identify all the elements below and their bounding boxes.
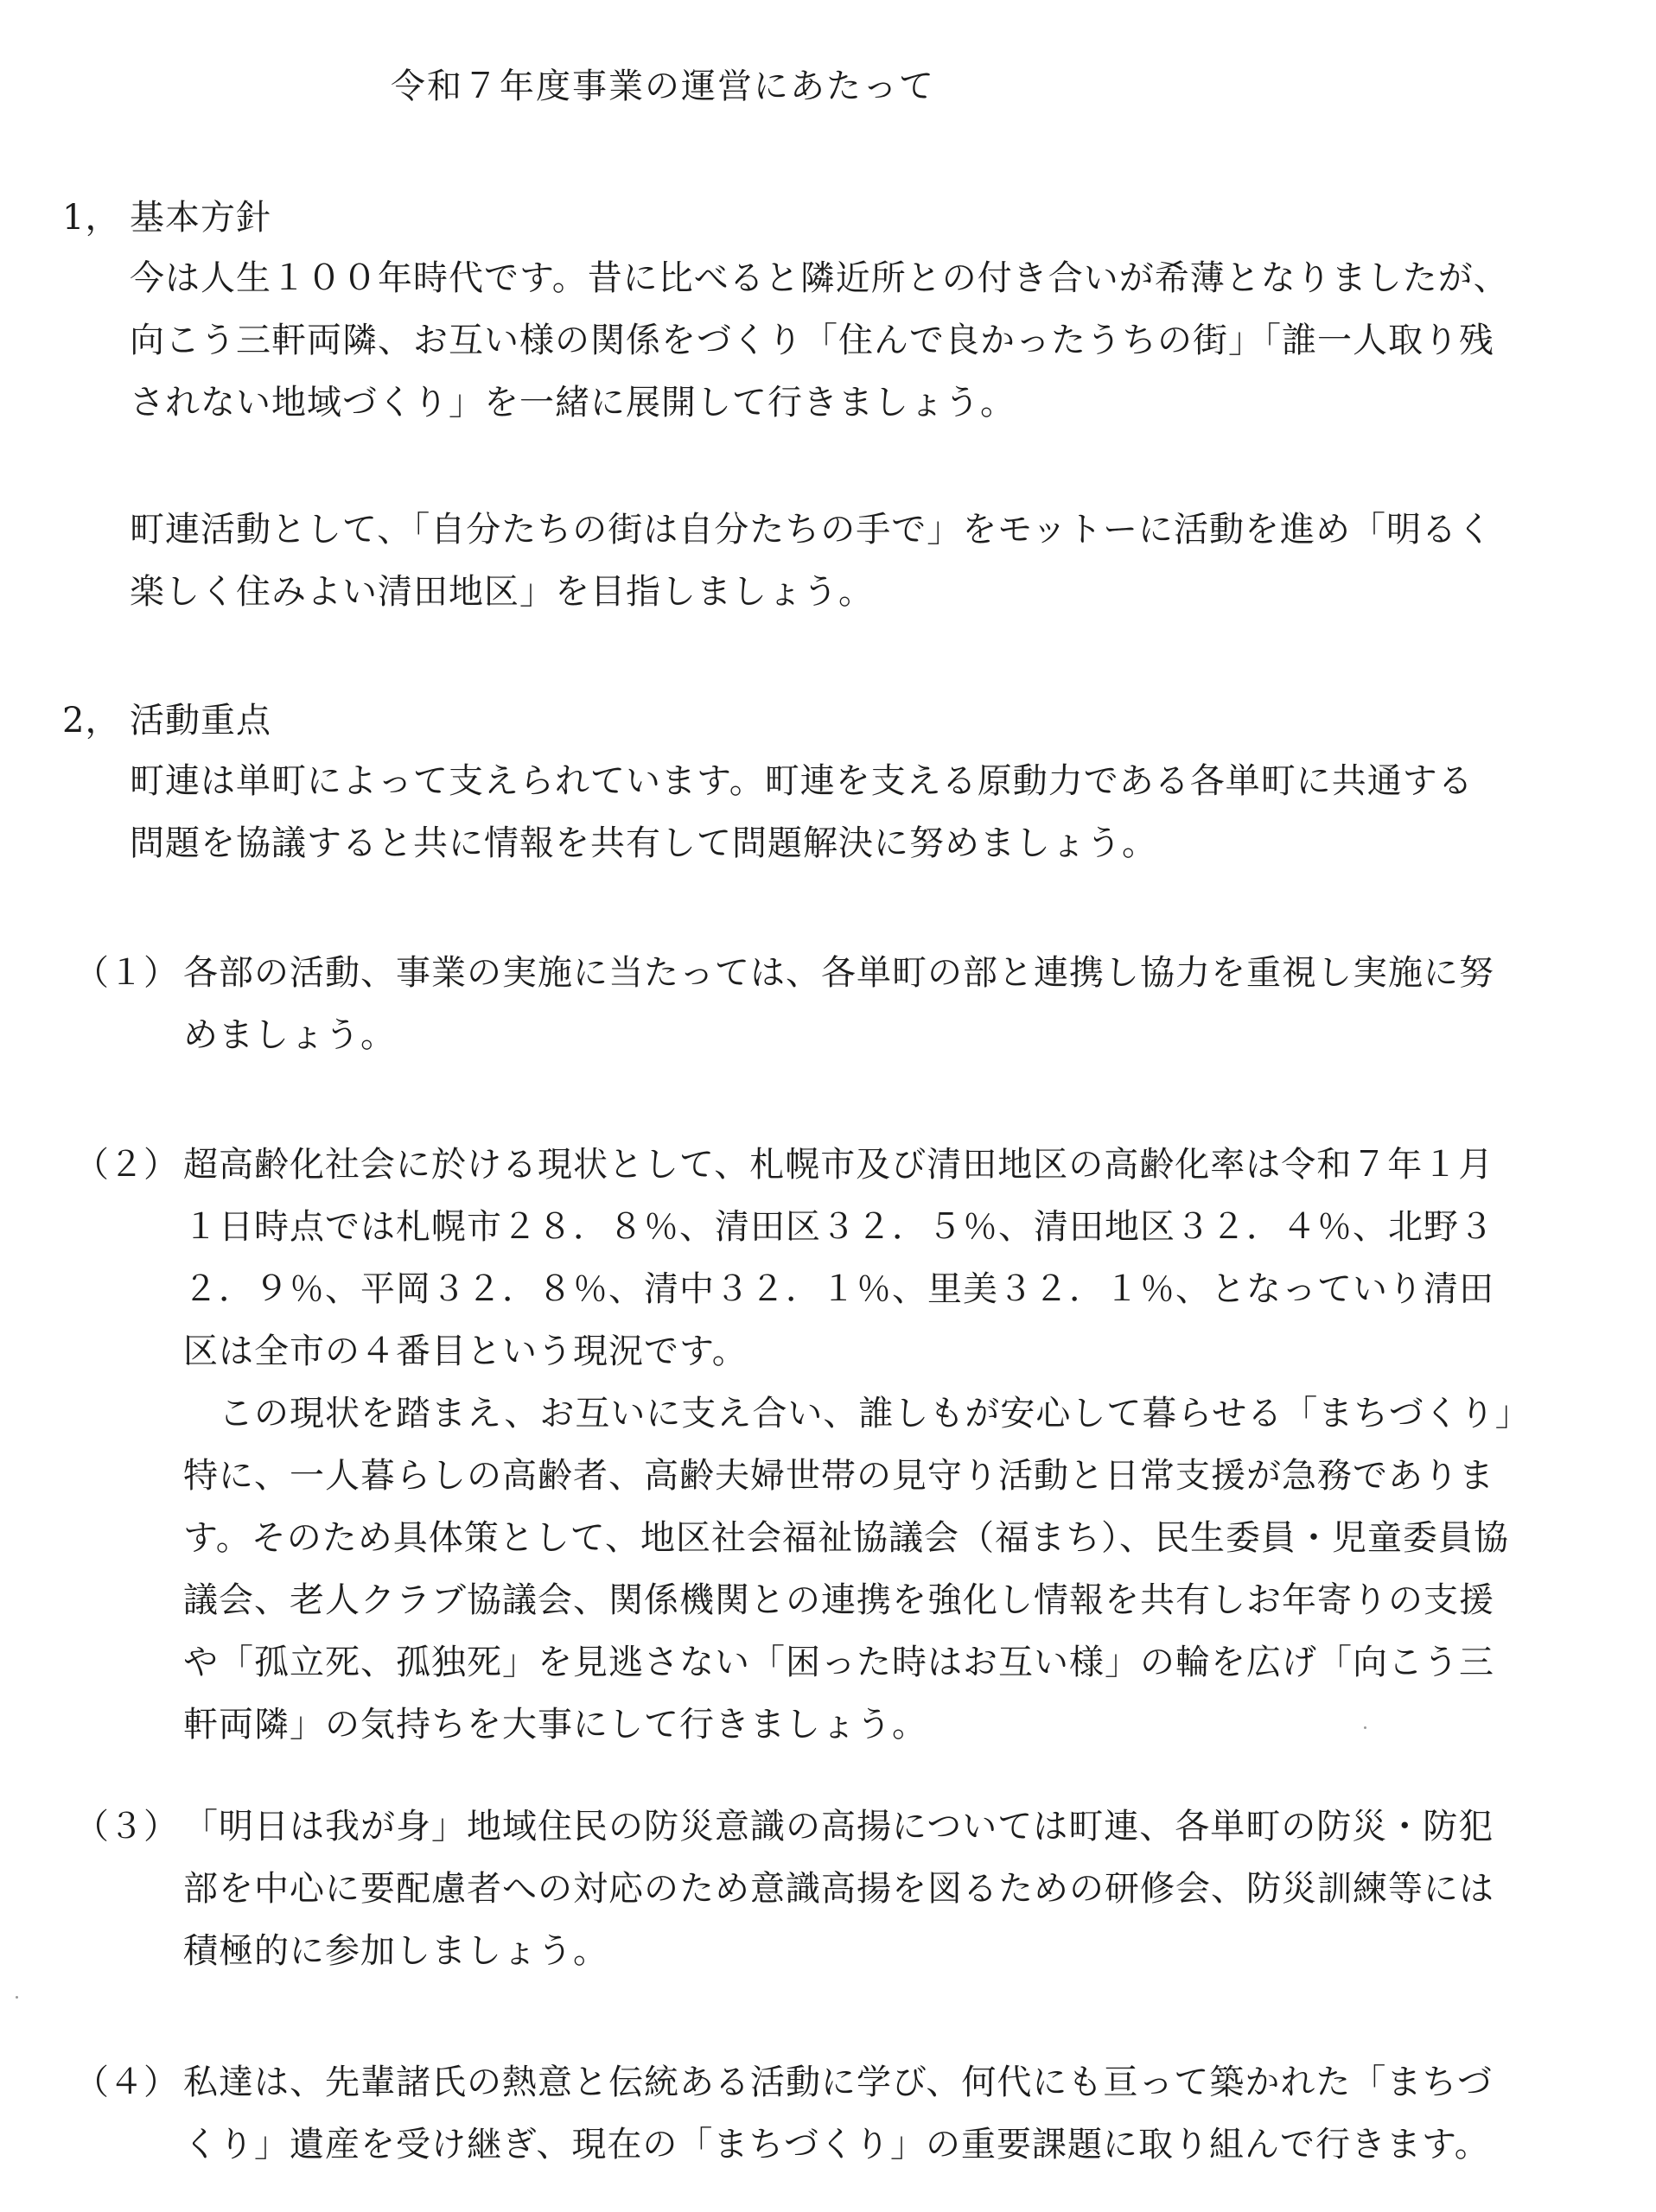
item-3-line-2: 部を中心に要配慮者への対応のため意識高揚を図るための研修会、防災訓練等には: [183, 1869, 1494, 1909]
scan-speck: [1364, 1726, 1366, 1729]
section-1-para-2-line-1: 町連活動として、「自分たちの街は自分たちの手で」をモットーに活動を進め「明るく: [130, 510, 1493, 550]
document-title: 令和７年度事業の運営にあたって: [391, 67, 935, 106]
item-2-line-9: や「孤立死、孤独死」を見逃さない「困った時はお互い様」の輪を広げ「向こう三: [183, 1643, 1494, 1682]
item-3-line-3: 積極的に参加しましょう。: [183, 1931, 608, 1971]
section-2-intro-line-1: 町連は単町によって支えられています。町連を支える原動力である各単町に共通する: [130, 761, 1474, 801]
item-2-line-4: 区は全市の４番目という現況です。: [183, 1332, 748, 1371]
item-4-marker: （４）: [74, 2063, 178, 2102]
item-1-marker: （１）: [74, 953, 178, 993]
scan-speck: [16, 1996, 18, 1999]
section-2-intro-line-2: 問題を協議すると共に情報を共有して問題解決に努めましょう。: [130, 823, 1157, 863]
item-2-line-10: 軒両隣」の気持ちを大事にして行きましょう。: [183, 1705, 927, 1745]
section-1-number: 1，: [62, 198, 121, 238]
section-2-number: 2，: [62, 701, 121, 741]
item-4-line-2: くり」遺産を受け継ぎ、現在の「まちづくり」の重要課題に取り組んで行きます。: [183, 2125, 1490, 2164]
item-2-line-6: 特に、一人暮らしの高齢者、高齢夫婦世帯の見守り活動と日常支援が急務でありま: [183, 1456, 1494, 1496]
section-1-para-1-line-3: されない地域づくり」を一緒に展開して行きましょう。: [130, 383, 1016, 423]
item-2-line-8: 議会、老人クラブ協議会、関係機関との連携を強化し情報を共有しお年寄りの支援: [183, 1580, 1494, 1620]
item-1-line-2: めましょう。: [183, 1015, 396, 1055]
item-2-marker: （２）: [74, 1145, 178, 1185]
item-4-line-1: 私達は、先輩諸氏の熱意と伝統ある活動に学び、何代にも亘って築かれた「まちづ: [183, 2063, 1493, 2102]
item-2-line-5: この現状を踏まえ、お互いに支え合い、誰しもが安心して暮らせる「まちづくり」: [183, 1394, 1531, 1433]
section-1-heading: 基本方針: [130, 198, 271, 238]
section-1-para-1-line-1: 今は人生１００年時代です。昔に比べると隣近所との付き合いが希薄となりましたが、: [130, 258, 1509, 298]
item-2-line-1: 超高齢化社会に於ける現状として、札幌市及び清田地区の高齢化率は令和７年１月: [183, 1145, 1494, 1185]
item-2-line-2: １日時点では札幌市２８．８％、清田区３２．５％、清田地区３２．４％、北野３: [183, 1207, 1494, 1247]
section-1-para-1-line-2: 向こう三軒両隣、お互い様の関係をづくり「住んで良かったうちの街」「誰一人取り残: [130, 321, 1494, 360]
section-1-para-2-line-2: 楽しく住みよい清田地区」を目指しましょう。: [130, 572, 874, 612]
item-3-line-1: 「明日は我が身」地域住民の防災意識の高揚については町連、各単町の防災・防犯: [183, 1807, 1494, 1847]
item-2-line-3: ２．９％、平岡３２．８％、清中３２．１％、里美３２．１％、となっていり清田: [183, 1269, 1494, 1309]
item-1-line-1: 各部の活動、事業の実施に当たっては、各単町の部と連携し協力を重視し実施に努: [183, 953, 1494, 993]
item-2-line-7: す。そのため具体策として、地区社会福祉協議会（福まち）、民生委員・児童委員協: [183, 1518, 1509, 1558]
item-3-marker: （３）: [74, 1807, 178, 1847]
section-2-heading: 活動重点: [130, 701, 271, 741]
